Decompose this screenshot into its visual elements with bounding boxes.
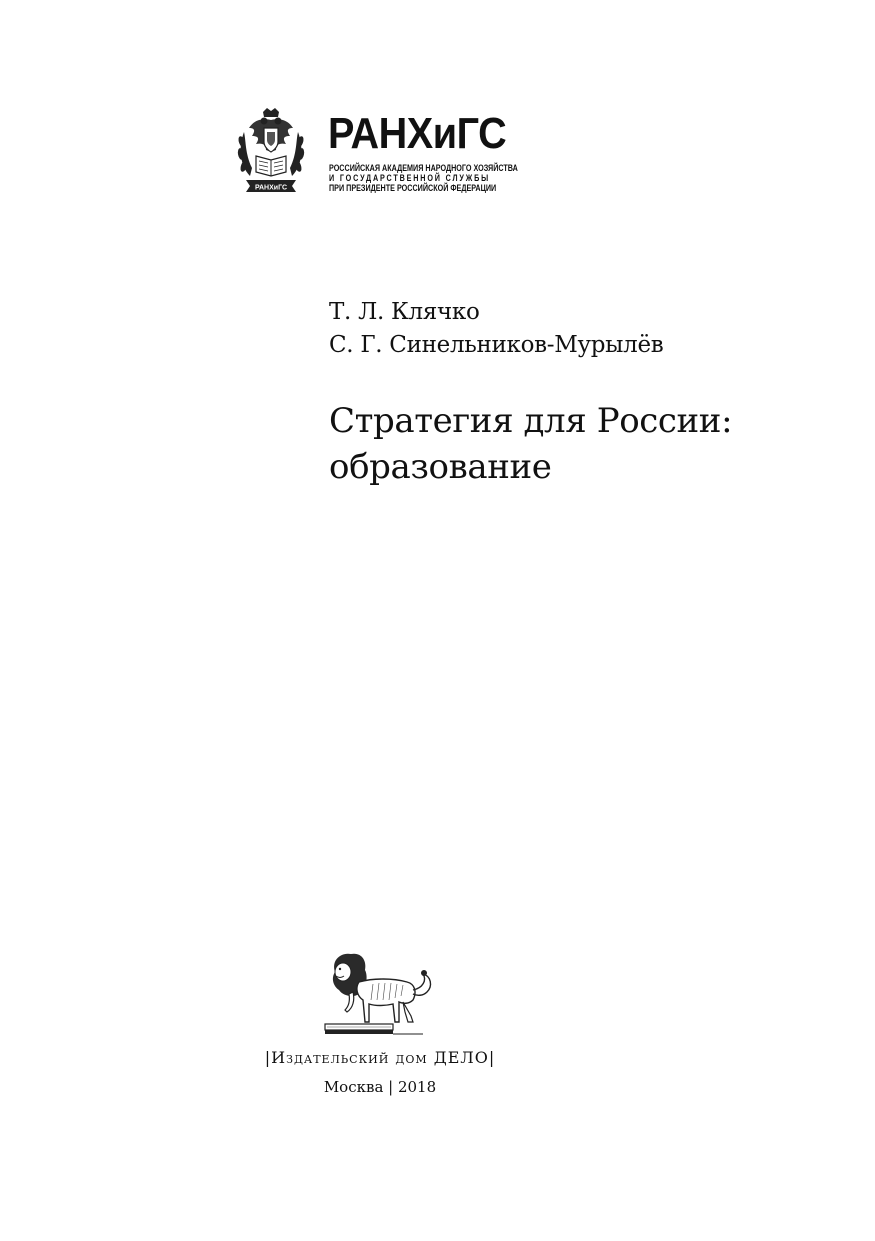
logo-subtitle-line: РОССИЙСКАЯ АКАДЕМИЯ НАРОДНОГО ХОЗЯЙСТВА (329, 163, 518, 173)
svg-text:РАНХиГС: РАНХиГС (254, 184, 288, 192)
logo-subtitle-line: ПРИ ПРЕЗИДЕНТЕ РОССИЙСКОЙ ФЕДЕРАЦИИ (329, 183, 497, 193)
publisher-name-text: |Издательский дом ДЕЛО| (264, 1048, 496, 1067)
logo-subtitle (329, 163, 518, 193)
author-name: Т. Л. Клячко (329, 299, 480, 325)
publisher-city-year: Москва | 2018 (323, 1078, 437, 1096)
lion-on-book-icon (323, 950, 437, 1036)
authors (329, 296, 663, 362)
publisher-name (0, 1047, 760, 1069)
logo-wordmark: РАНХиГС (328, 109, 507, 158)
book-title-line: Стратегия для России: (329, 401, 733, 441)
logo-subtitle-line: И ГОСУДАРСТВЕННОЙ СЛУЖБЫ (329, 173, 490, 183)
ranepa-logo (236, 106, 546, 200)
double-headed-eagle-emblem-icon (236, 106, 306, 198)
book-title (329, 398, 732, 490)
book-title-line: образование (329, 447, 552, 487)
author-name: С. Г. Синельников-Мурылёв (329, 332, 664, 358)
